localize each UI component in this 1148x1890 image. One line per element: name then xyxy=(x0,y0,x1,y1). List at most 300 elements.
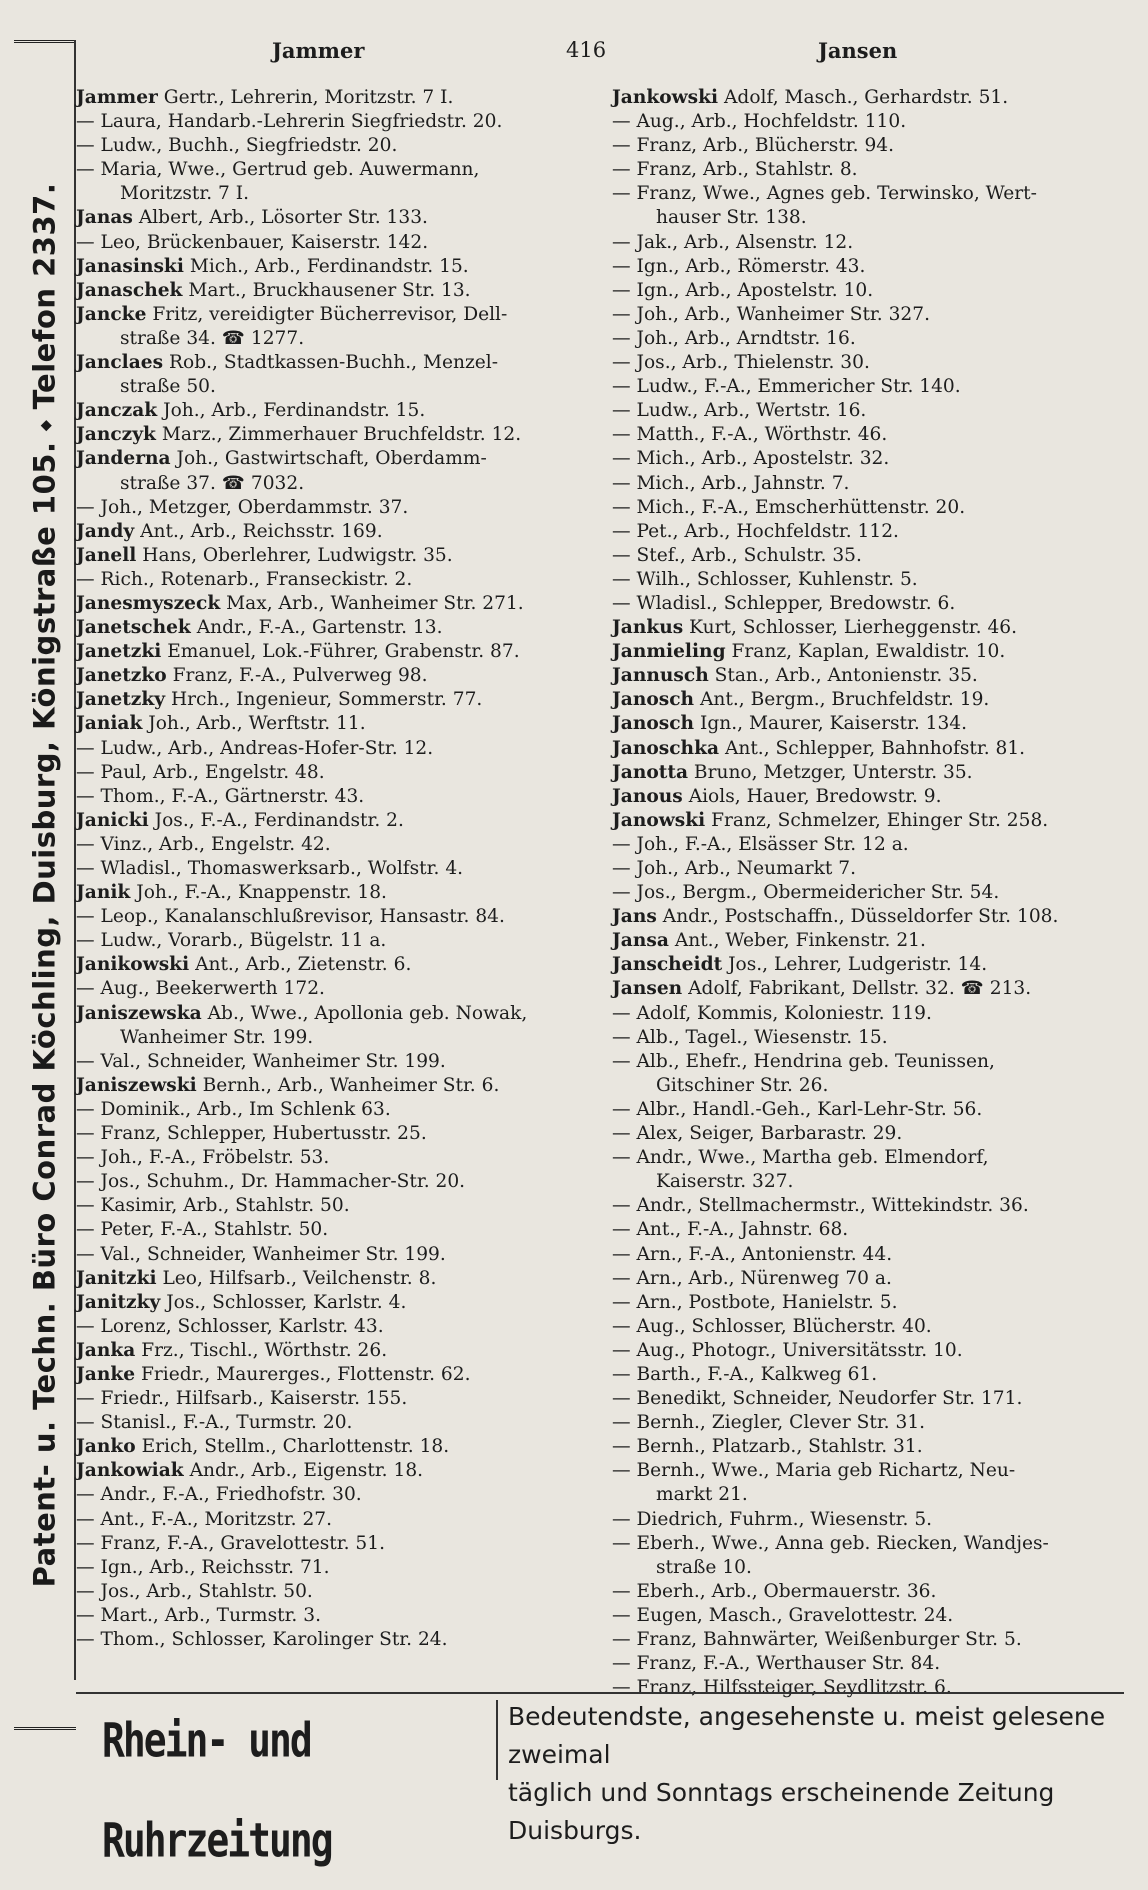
directory-entry xyxy=(612,1315,1132,1339)
entry-details: — Ign., Arb., Apostelstr. 10. xyxy=(612,279,874,301)
directory-entry xyxy=(76,1050,596,1074)
entry-details: Ant., Bergm., Bruchfeldstr. 19. xyxy=(700,689,990,711)
directory-entry xyxy=(612,1194,1132,1218)
entry-surname: Janiszewska xyxy=(76,1002,202,1024)
entry-details: — Barth., F.-A., Kalkweg 61. xyxy=(612,1363,878,1385)
entry-details: Ign., Maurer, Kaiserstr. 134. xyxy=(700,713,968,735)
directory-entry xyxy=(76,1267,596,1291)
directory-entry xyxy=(76,881,596,905)
directory-entry xyxy=(76,1098,596,1122)
entry-details: — Mich., Arb., Apostelstr. 32. xyxy=(612,448,890,470)
entry-details: — Bernh., Wwe., Maria geb Richartz, Neu- xyxy=(612,1460,1016,1482)
entry-details: — Wladisl., Thomaswerksarb., Wolfstr. 4. xyxy=(76,858,464,879)
entry-details: Jos., Schlosser, Karlstr. 4. xyxy=(166,1291,407,1313)
entry-details: — Aug., Beekerwerth 172. xyxy=(76,978,325,1000)
footer-slogan xyxy=(508,1698,1120,1850)
directory-entry xyxy=(612,1098,1132,1122)
entry-details: — Thom., Schlosser, Karolinger Str. 24. xyxy=(76,1629,448,1650)
directory-entry xyxy=(76,737,596,761)
entry-details: Marz., Zimmerhauer Bruchfeldstr. 12. xyxy=(161,424,522,446)
directory-entry xyxy=(612,1580,1132,1604)
entry-surname: Jannusch xyxy=(612,665,709,687)
entry-details: Mich., Arb., Ferdinandstr. 15. xyxy=(189,255,469,277)
entry-continuation: straße 50. xyxy=(120,376,216,398)
directory-entry xyxy=(76,1218,596,1242)
directory-entry xyxy=(612,857,1132,881)
newspaper-brand: Rhein- und Ruhrzeitung xyxy=(102,1712,332,1868)
entry-details: Ant., Arb., Reichsstr. 169. xyxy=(140,520,383,542)
side-rule-top xyxy=(14,40,76,43)
directory-entry xyxy=(612,1604,1132,1628)
entry-details: — Franz, Schlepper, Hubertusstr. 25. xyxy=(76,1123,427,1145)
entry-surname: Janicki xyxy=(76,809,149,831)
entry-details: Max, Arb., Wanheimer Str. 271. xyxy=(226,592,524,614)
entry-details: Ab., Wwe., Apollonia geb. Nowak, xyxy=(207,1002,528,1024)
entry-details: Franz, Schmelzer, Ehinger Str. 258. xyxy=(711,809,1049,831)
entry-details: — Jos., Arb., Stahlstr. 50. xyxy=(76,1580,313,1602)
directory-entry xyxy=(612,785,1132,809)
footer-divider xyxy=(496,1700,498,1780)
entry-details: — Diedrich, Fuhrm., Wiesenstr. 5. xyxy=(612,1508,933,1530)
directory-entry xyxy=(612,182,1132,230)
footer-slogan-line-2: täglich und Sonntags erscheinende Zeitung Duisburgs. xyxy=(508,1778,1055,1845)
directory-entry xyxy=(612,737,1132,761)
directory-entry xyxy=(76,1291,596,1315)
entry-surname: Janitzky xyxy=(76,1291,161,1313)
entry-details: Erich, Stellm., Charlottenstr. 18. xyxy=(141,1436,450,1458)
entry-details: — Eberh., Arb., Obermauerstr. 36. xyxy=(612,1580,937,1602)
header-right-keyword: Jansen xyxy=(818,38,898,63)
entry-surname: Janik xyxy=(76,882,131,904)
entry-surname: Janaschek xyxy=(76,279,183,301)
directory-entry xyxy=(76,544,596,568)
entry-details: — Stef., Arb., Schulstr. 35. xyxy=(612,544,862,566)
directory-entry xyxy=(612,86,1132,110)
directory-entry xyxy=(76,1387,596,1411)
entry-details: — Val., Schneider, Wanheimer Str. 199. xyxy=(76,1243,446,1265)
directory-entry xyxy=(76,977,596,1001)
entry-details: Fritz, vereidigter Bücherrevisor, Dell- xyxy=(152,303,508,325)
entry-surname: Janmieling xyxy=(612,641,726,663)
entry-details: — Pet., Arb., Hochfeldstr. 112. xyxy=(612,520,899,542)
directory-entry xyxy=(76,279,596,303)
directory-entry xyxy=(76,86,596,110)
footer-advertisement xyxy=(76,1692,1124,1868)
directory-entry xyxy=(612,423,1132,447)
entry-details: — Rich., Rotenarb., Franseckistr. 2. xyxy=(76,568,413,590)
directory-entry xyxy=(612,977,1132,1001)
entry-details: — Alex, Seiger, Barbarastr. 29. xyxy=(612,1123,903,1145)
left-column xyxy=(76,86,596,1652)
entry-details: — Thom., F.-A., Gärtnerstr. 43. xyxy=(76,785,365,807)
directory-entry xyxy=(612,496,1132,520)
entry-surname: Janclaes xyxy=(76,352,164,374)
entry-details: Leo, Hilfsarb., Veilchenstr. 8. xyxy=(162,1267,437,1289)
directory-entry xyxy=(76,1339,596,1363)
entry-surname: Janoschka xyxy=(612,737,720,759)
directory-entry xyxy=(76,1556,596,1580)
entry-details: Joh., Gastwirtschaft, Oberdamm- xyxy=(176,448,487,470)
entry-details: — Arn., F.-A., Antonienstr. 44. xyxy=(612,1243,893,1265)
directory-entry xyxy=(612,1002,1132,1026)
entry-details: — Franz, Arb., Stahlstr. 8. xyxy=(612,159,858,181)
entry-details: — Friedr., Hilfsarb., Kaiserstr. 155. xyxy=(76,1388,408,1410)
entry-details: — Ant., F.-A., Jahnstr. 68. xyxy=(612,1219,849,1241)
entry-details: — Mich., F.-A., Emscherhüttenstr. 20. xyxy=(612,496,966,518)
entry-details: — Franz, F.-A., Werthauser Str. 84. xyxy=(612,1653,941,1675)
entry-surname: Jansa xyxy=(612,930,669,952)
entry-surname: Jankus xyxy=(612,617,684,639)
entry-details: — Lorenz, Schlosser, Karlstr. 43. xyxy=(76,1315,384,1337)
directory-entry xyxy=(76,447,596,495)
entry-details: — Jos., Arb., Thielenstr. 30. xyxy=(612,352,870,374)
directory-entry xyxy=(612,1459,1132,1507)
entry-details: — Eberh., Wwe., Anna geb. Riecken, Wandjes- xyxy=(612,1532,1049,1554)
directory-entry xyxy=(612,351,1132,375)
entry-details: — Alb., Tagel., Wiesenstr. 15. xyxy=(612,1026,888,1048)
page-number: 416 xyxy=(566,38,607,62)
directory-entry xyxy=(612,1411,1132,1435)
directory-entry xyxy=(76,1194,596,1218)
directory-entry xyxy=(612,1243,1132,1267)
directory-entry xyxy=(612,327,1132,351)
entry-details: — Joh., Metzger, Oberdammstr. 37. xyxy=(76,496,409,518)
directory-entry xyxy=(76,857,596,881)
directory-entry xyxy=(612,231,1132,255)
directory-entry xyxy=(612,1532,1132,1580)
entry-details: — Matth., F.-A., Wörthstr. 46. xyxy=(612,424,888,446)
directory-entry xyxy=(76,1604,596,1628)
directory-entry xyxy=(76,351,596,399)
entry-surname: Jammer xyxy=(76,87,158,108)
directory-entry xyxy=(612,520,1132,544)
directory-entry xyxy=(612,1267,1132,1291)
directory-entry xyxy=(612,640,1132,664)
entry-details: Hrch., Ingenieur, Sommerstr. 77. xyxy=(170,689,483,711)
entry-continuation: Wanheimer Str. 199. xyxy=(120,1026,314,1048)
directory-entry xyxy=(612,1339,1132,1363)
entry-details: — Mich., Arb., Jahnstr. 7. xyxy=(612,472,850,494)
entry-details: — Jak., Arb., Alsenstr. 12. xyxy=(612,231,854,253)
directory-entry xyxy=(612,1363,1132,1387)
side-advertisement xyxy=(14,40,76,1730)
entry-surname: Janka xyxy=(76,1339,136,1361)
entry-details: — Ign., Arb., Reichsstr. 71. xyxy=(76,1556,330,1578)
directory-entry xyxy=(76,1532,596,1556)
directory-entry xyxy=(612,1652,1132,1676)
entry-details: — Joh., Arb., Neumarkt 7. xyxy=(612,858,857,879)
directory-entry xyxy=(76,1146,596,1170)
entry-details: Gertr., Lehrerin, Moritzstr. 7 I. xyxy=(163,87,454,108)
entry-details: — Ludw., Arb., Andreas-Hofer-Str. 12. xyxy=(76,737,434,759)
directory-entry xyxy=(76,1459,596,1483)
entry-details: — Arn., Arb., Nürenweg 70 a. xyxy=(612,1267,892,1289)
directory-entry xyxy=(612,616,1132,640)
directory-entry xyxy=(612,1387,1132,1411)
directory-entry xyxy=(612,1628,1132,1652)
entry-surname: Janetzko xyxy=(76,665,167,687)
entry-details: — Ludw., Arb., Wertstr. 16. xyxy=(612,400,867,422)
entry-continuation: hauser Str. 138. xyxy=(656,207,807,229)
side-advertisement-text: Patent- u. Techn. Büro Conrad Köchling, Duisburg, Königstraße 105. ⬩ Telefon 2337. xyxy=(27,182,62,1588)
directory-entry xyxy=(76,1074,596,1098)
entry-details: — Aug., Photogr., Universitätsstr. 10. xyxy=(612,1339,963,1361)
entry-details: — Ign., Arb., Römerstr. 43. xyxy=(612,255,866,277)
entry-details: Albert, Arb., Lösorter Str. 133. xyxy=(138,207,428,229)
directory-entry xyxy=(612,447,1132,471)
entry-details: — Wladisl., Schlepper, Bredowstr. 6. xyxy=(612,592,956,614)
entry-details: Andr., F.-A., Gartenstr. 13. xyxy=(196,617,443,639)
entry-continuation: Moritzstr. 7 I. xyxy=(120,183,250,205)
entry-continuation: Gitschiner Str. 26. xyxy=(656,1074,829,1096)
entry-continuation: Kaiserstr. 327. xyxy=(656,1171,794,1193)
directory-entry xyxy=(612,761,1132,785)
directory-entry xyxy=(76,1508,596,1532)
directory-entry xyxy=(76,761,596,785)
directory-entry xyxy=(612,809,1132,833)
entry-details: Joh., Arb., Werftstr. 11. xyxy=(148,713,366,735)
entry-details: Emanuel, Lok.-Führer, Grabenstr. 87. xyxy=(167,641,520,663)
directory-entry xyxy=(612,134,1132,158)
directory-entry xyxy=(612,1218,1132,1242)
directory-entry xyxy=(612,568,1132,592)
entry-surname: Janowski xyxy=(612,809,706,831)
entry-details: — Joh., Arb., Wanheimer Str. 327. xyxy=(612,303,930,325)
directory-entry xyxy=(612,1146,1132,1194)
entry-details: — Kasimir, Arb., Stahlstr. 50. xyxy=(76,1195,350,1217)
directory-entry xyxy=(612,881,1132,905)
directory-entry xyxy=(612,688,1132,712)
directory-entry xyxy=(612,544,1132,568)
entry-details: Adolf, Fabrikant, Dellstr. 32. ☎ 213. xyxy=(688,978,1032,1000)
directory-entry xyxy=(76,231,596,255)
directory-entry xyxy=(76,110,596,134)
entry-details: Stan., Arb., Antonienstr. 35. xyxy=(714,665,978,687)
entry-details: — Benedikt, Schneider, Neudorfer Str. 171. xyxy=(612,1388,1023,1410)
entry-details: Jos., Lehrer, Ludgeristr. 14. xyxy=(728,954,988,976)
directory-entry xyxy=(76,953,596,977)
entry-surname: Jansen xyxy=(612,978,683,1000)
entry-continuation: straße 10. xyxy=(656,1556,752,1578)
directory-entry xyxy=(76,1580,596,1604)
entry-details: Frz., Tischl., Wörthstr. 26. xyxy=(141,1339,388,1361)
entry-details: — Franz, F.-A., Gravelottestr. 51. xyxy=(76,1532,386,1554)
entry-details: Aiols, Hauer, Bredowstr. 9. xyxy=(688,785,942,807)
entry-details: — Joh., F.-A., Fröbelstr. 53. xyxy=(76,1147,330,1169)
entry-details: — Franz, Wwe., Agnes geb. Terwinsko, Wert- xyxy=(612,183,1037,205)
entry-details: Andr., Arb., Eigenstr. 18. xyxy=(189,1460,424,1482)
entry-surname: Jancke xyxy=(76,303,147,325)
entry-details: Ant., Arb., Zietenstr. 6. xyxy=(195,954,412,976)
entry-surname: Jans xyxy=(612,906,657,928)
directory-entry xyxy=(612,664,1132,688)
directory-entry xyxy=(612,110,1132,134)
entry-details: — Aug., Arb., Hochfeldstr. 110. xyxy=(612,111,907,133)
directory-entry xyxy=(76,399,596,423)
entry-details: — Mart., Arb., Turmstr. 3. xyxy=(76,1604,321,1626)
directory-entry xyxy=(76,1363,596,1387)
directory-entry xyxy=(612,929,1132,953)
entry-details: — Bernh., Ziegler, Clever Str. 31. xyxy=(612,1412,926,1434)
entry-surname: Janous xyxy=(612,785,683,807)
entry-surname: Janiak xyxy=(76,713,143,735)
directory-entry xyxy=(76,929,596,953)
directory-entry xyxy=(612,953,1132,977)
directory-entry xyxy=(612,1508,1132,1532)
entry-details: — Paul, Arb., Engelstr. 48. xyxy=(76,761,325,783)
entry-continuation: straße 34. ☎ 1277. xyxy=(120,327,305,349)
entry-details: — Aug., Schlosser, Blücherstr. 40. xyxy=(612,1315,932,1337)
entry-surname: Janetschek xyxy=(76,617,191,639)
entry-details: Franz, Kaplan, Ewaldistr. 10. xyxy=(731,641,1006,663)
entry-details: — Arn., Postbote, Hanielstr. 5. xyxy=(612,1291,898,1313)
entry-surname: Janetzki xyxy=(76,641,162,663)
directory-entry xyxy=(76,303,596,351)
directory-entry xyxy=(612,1122,1132,1146)
directory-entry xyxy=(76,423,596,447)
entry-details: — Franz, Bahnwärter, Weißenburger Str. 5. xyxy=(612,1629,1022,1650)
entry-surname: Janell xyxy=(76,544,137,566)
entry-details: Hans, Oberlehrer, Ludwigstr. 35. xyxy=(142,544,453,566)
entry-surname: Janscheidt xyxy=(612,954,723,976)
directory-entry xyxy=(612,375,1132,399)
directory-entry xyxy=(76,712,596,736)
directory-entry xyxy=(76,1122,596,1146)
entry-details: — Andr., Wwe., Martha geb. Elmendorf, xyxy=(612,1147,989,1169)
entry-details: — Andr., F.-A., Friedhofstr. 30. xyxy=(76,1484,362,1506)
directory-entry xyxy=(76,592,596,616)
entry-details: — Peter, F.-A., Stahlstr. 50. xyxy=(76,1219,329,1241)
entry-details: — Laura, Handarb.-Lehrerin Siegfriedstr. 20. xyxy=(76,111,503,133)
directory-entry xyxy=(76,568,596,592)
entry-details: — Joh., F.-A., Elsässer Str. 12 a. xyxy=(612,833,909,855)
directory-entry xyxy=(76,664,596,688)
page-header xyxy=(80,38,1120,74)
entry-details: — Andr., Stellmachermstr., Wittekindstr. 36. xyxy=(612,1195,1029,1217)
entry-details: — Stanisl., F.-A., Turmstr. 20. xyxy=(76,1412,353,1434)
directory-entry xyxy=(76,1435,596,1459)
directory-entry xyxy=(76,1315,596,1339)
directory-entry xyxy=(76,158,596,206)
entry-details: — Val., Schneider, Wanheimer Str. 199. xyxy=(76,1050,446,1072)
entry-details: Franz, F.-A., Pulverweg 98. xyxy=(172,665,428,687)
entry-surname: Janikowski xyxy=(76,954,190,976)
entry-details: Ant., Weber, Finkenstr. 21. xyxy=(674,930,926,952)
directory-entry xyxy=(76,809,596,833)
entry-details: Joh., Arb., Ferdinandstr. 15. xyxy=(163,400,426,422)
directory-entry xyxy=(612,279,1132,303)
entry-details: — Franz, Arb., Blücherstr. 94. xyxy=(612,135,895,157)
entry-surname: Janetzky xyxy=(76,689,166,711)
directory-entry xyxy=(612,1026,1132,1050)
entry-details: — Jos., Bergm., Obermeidericher Str. 54. xyxy=(612,882,1000,904)
entry-continuation: straße 37. ☎ 7032. xyxy=(120,472,305,494)
directory-entry xyxy=(76,1002,596,1050)
entry-details: — Franz, Hilfssteiger, Seydlitzstr. 6. xyxy=(612,1677,952,1699)
entry-details: — Ludw., Vorarb., Bügelstr. 11 a. xyxy=(76,930,387,952)
entry-details: — Eugen, Masch., Gravelottestr. 24. xyxy=(612,1604,954,1626)
directory-entry xyxy=(612,1050,1132,1098)
entry-details: — Leo, Brückenbauer, Kaiserstr. 142. xyxy=(76,231,429,253)
entry-details: — Maria, Wwe., Gertrud geb. Auwermann, xyxy=(76,159,480,181)
entry-surname: Janotta xyxy=(612,761,688,783)
directory-entry xyxy=(76,134,596,158)
entry-details: — Jos., Schuhm., Dr. Hammacher-Str. 20. xyxy=(76,1171,466,1193)
entry-details: Rob., Stadtkassen-Buchh., Menzel- xyxy=(169,352,499,374)
entry-details: — Leop., Kanalanschlußrevisor, Hansastr. 84. xyxy=(76,906,505,928)
entry-surname: Jandy xyxy=(76,520,135,542)
directory-entry xyxy=(612,1291,1132,1315)
entry-details: Mart., Bruckhausener Str. 13. xyxy=(188,279,471,301)
entry-details: — Ludw., F.-A., Emmericher Str. 140. xyxy=(612,376,961,398)
entry-details: — Ant., F.-A., Moritzstr. 27. xyxy=(76,1508,333,1530)
directory-entry xyxy=(76,1170,596,1194)
entry-details: — Wilh., Schlosser, Kuhlenstr. 5. xyxy=(612,568,918,590)
directory-entry xyxy=(76,1483,596,1507)
directory-entry xyxy=(76,496,596,520)
footer-slogan-line-1: Bedeutendste, angesehenste u. meist gelesene zweimal xyxy=(508,1702,1106,1769)
directory-entry xyxy=(612,255,1132,279)
side-rule-bottom xyxy=(14,1727,76,1730)
entry-details: Andr., Postschaffn., Düsseldorfer Str. 108. xyxy=(662,906,1059,928)
directory-entry xyxy=(612,1435,1132,1459)
entry-surname: Janasinski xyxy=(76,255,184,277)
directory-entry xyxy=(612,833,1132,857)
entry-details: — Vinz., Arb., Engelstr. 42. xyxy=(76,833,331,855)
entry-continuation: markt 21. xyxy=(656,1484,748,1506)
entry-details: Adolf, Masch., Gerhardstr. 51. xyxy=(724,87,1009,108)
entry-details: Joh., F.-A., Knappenstr. 18. xyxy=(136,882,387,904)
entry-details: Bruno, Metzger, Unterstr. 35. xyxy=(693,761,973,783)
entry-surname: Janderna xyxy=(76,448,171,470)
directory-entry xyxy=(612,905,1132,929)
directory-entry xyxy=(612,592,1132,616)
directory-entry xyxy=(612,472,1132,496)
directory-entry xyxy=(76,1628,596,1652)
directory-entry xyxy=(76,520,596,544)
entry-surname: Janas xyxy=(76,207,133,229)
directory-entry xyxy=(612,158,1132,182)
entry-surname: Jankowski xyxy=(612,87,719,108)
entry-details: — Joh., Arb., Arndtstr. 16. xyxy=(612,327,856,349)
entry-details: — Ludw., Buchh., Siegfriedstr. 20. xyxy=(76,135,398,157)
directory-entry xyxy=(76,688,596,712)
directory-entry xyxy=(612,399,1132,423)
directory-entry xyxy=(76,833,596,857)
entry-surname: Janczyk xyxy=(76,424,156,446)
entry-surname: Janiszewski xyxy=(76,1074,197,1096)
entry-surname: Janczak xyxy=(76,400,158,422)
entry-surname: Jankowiak xyxy=(76,1460,184,1482)
directory-entry xyxy=(76,616,596,640)
directory-entry xyxy=(76,206,596,230)
directory-entry xyxy=(76,785,596,809)
directory-entry xyxy=(76,905,596,929)
entry-surname: Janosch xyxy=(612,689,695,711)
directory-entry xyxy=(612,303,1132,327)
entry-surname: Janesmyszeck xyxy=(76,592,221,614)
entry-details: — Albr., Handl.-Geh., Karl-Lehr-Str. 56. xyxy=(612,1098,983,1120)
directory-entry xyxy=(76,1411,596,1435)
directory-entry xyxy=(612,712,1132,736)
directory-entry xyxy=(76,255,596,279)
entry-surname: Janke xyxy=(76,1363,136,1385)
header-left-keyword: Jammer xyxy=(272,38,365,63)
entry-details: Ant., Schlepper, Bahnhofstr. 81. xyxy=(724,737,1026,759)
entry-details: Kurt, Schlosser, Lierheggenstr. 46. xyxy=(689,617,1018,639)
entry-surname: Janitzki xyxy=(76,1267,157,1289)
entry-details: — Bernh., Platzarb., Stahlstr. 31. xyxy=(612,1436,923,1458)
